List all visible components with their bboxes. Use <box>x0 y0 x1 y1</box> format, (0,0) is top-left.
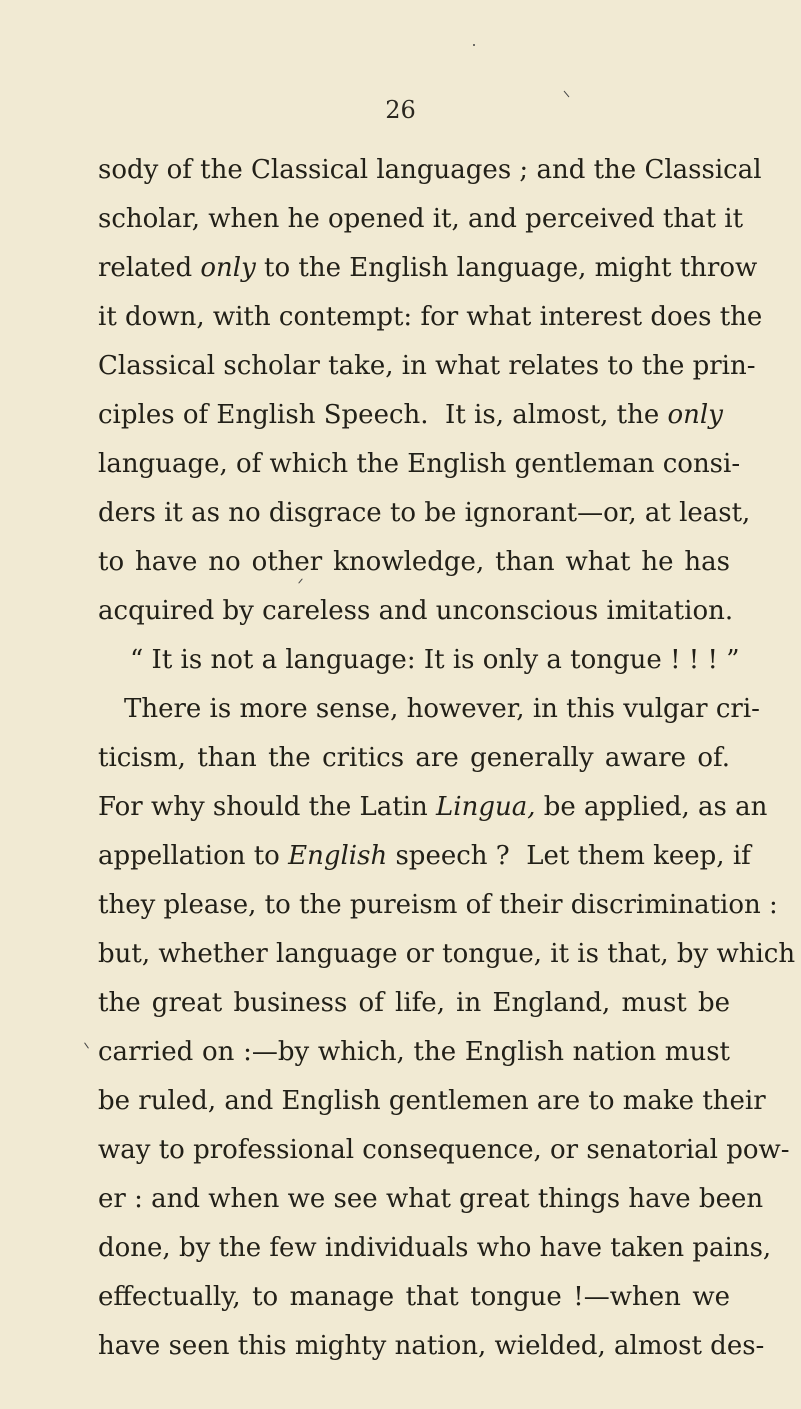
text-line <box>0 934 801 974</box>
text-line <box>0 1081 801 1121</box>
line-text: but, whether language or tongue, it is that, by which <box>98 939 796 969</box>
text-line <box>0 444 801 484</box>
line-text: the great business of life, in England, must be <box>98 988 730 1018</box>
text-line <box>0 248 801 288</box>
line-text: have seen this mighty nation, wielded, almost des- <box>98 1331 765 1361</box>
text-line <box>0 983 801 1023</box>
text-line <box>0 297 801 337</box>
text-line <box>0 1277 801 1317</box>
line-text: ticism, than the critics are generally aware of. <box>98 743 730 773</box>
line-text: scholar, when he opened it, and perceived that it <box>98 204 744 234</box>
text-line <box>0 493 801 533</box>
text-line <box>0 150 801 190</box>
text-line <box>0 1228 801 1268</box>
line-text: appellation to English speech ? Let them keep, if <box>98 841 751 871</box>
text-line <box>0 542 801 582</box>
line-text: er : and when we see what great things have been <box>98 1184 764 1214</box>
text-line <box>0 836 801 876</box>
line-text: For why should the Latin Lingua, be applied, as an <box>98 792 768 822</box>
line-text: sody of the Classical languages ; and the Classical <box>98 155 762 185</box>
line-text: they please, to the pureism of their discrimination : <box>98 890 778 920</box>
line-text: “ It is not a language: It is only a tongue ! ! ! ” <box>130 645 740 675</box>
line-text: effectually, to manage that tongue !—when we <box>98 1282 730 1312</box>
text-line <box>0 1032 801 1072</box>
italic-word: only <box>200 253 256 283</box>
text-line <box>0 591 801 631</box>
line-text: related only to the English language, might throw <box>98 253 758 283</box>
line-text: There is more sense, however, in this vulgar cri- <box>124 694 760 724</box>
page-number: 26 <box>385 96 416 124</box>
text-line <box>0 640 801 680</box>
line-text: to have no other knowledge, than what he has <box>98 547 730 577</box>
line-text: acquired by careless and unconscious imitation. <box>98 596 734 626</box>
text-line <box>0 1326 801 1366</box>
text-line <box>0 787 801 827</box>
text-line <box>0 738 801 778</box>
text-line <box>0 1179 801 1219</box>
line-text: done, by the few individuals who have taken pains, <box>98 1233 772 1263</box>
text-line <box>0 395 801 435</box>
line-text: it down, with contempt: for what interest does the <box>98 302 763 332</box>
line-text: be ruled, and English gentlemen are to make their <box>98 1086 766 1116</box>
line-text: carried on :—by which, the English nation must <box>98 1037 730 1067</box>
text-line <box>0 885 801 925</box>
line-text: way to professional consequence, or senatorial pow- <box>98 1135 790 1165</box>
paper-speck <box>473 44 475 46</box>
italic-word: Lingua, <box>436 792 536 822</box>
line-text: ciples of English Speech. It is, almost, the only <box>98 400 723 430</box>
line-text: ders it as no disgrace to be ignorant—or, at least, <box>98 498 751 528</box>
text-line <box>0 1130 801 1170</box>
line-text: language, of which the English gentleman consi- <box>98 449 741 479</box>
text-line <box>0 346 801 386</box>
italic-word: only <box>667 400 723 430</box>
line-text: Classical scholar take, in what relates to the prin- <box>98 351 756 381</box>
text-line <box>0 689 801 729</box>
italic-word: English <box>288 841 388 871</box>
text-line <box>0 199 801 239</box>
